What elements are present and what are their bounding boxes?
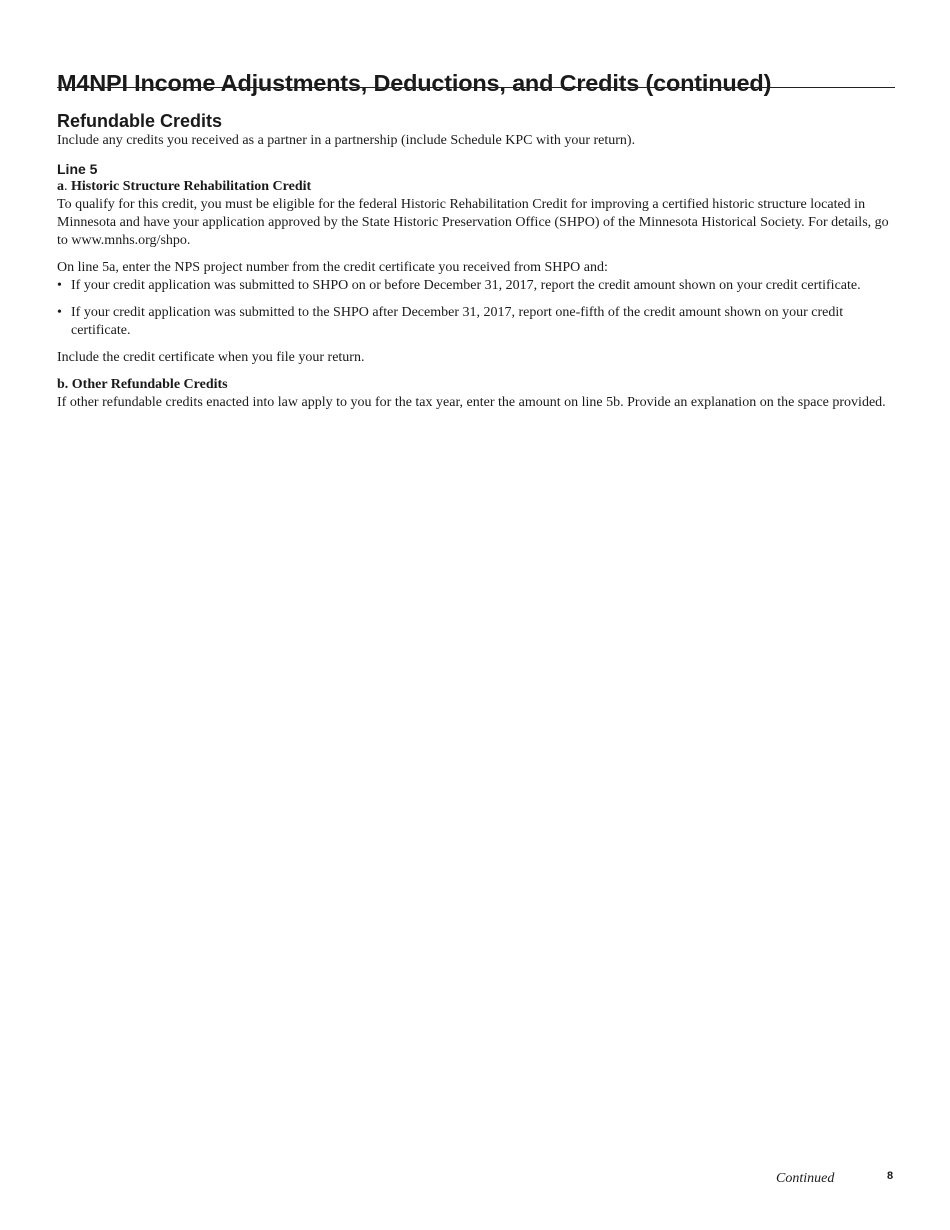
main-content bbox=[57, 110, 895, 412]
footer-continued-label: Continued bbox=[776, 1171, 835, 1186]
line-5b-paragraph: If other refundable credits enacted into law apply to you for the tax year, enter the amount on line 5b. Provide an explanation on the space provided. bbox=[57, 395, 886, 410]
line-5a-letter: a bbox=[57, 179, 64, 194]
line-5a-bullet-list bbox=[57, 277, 895, 340]
line-5a-eligibility-paragraph: To qualify for this credit, you must be eligible for the federal Historic Rehabilitation Credit for improving a certified historic structure located in Minnesota and have your application approved by the State Historic Preservation Office (SHPO) of the Minnesota Historical Society. For details, go to www.mnhs.org/shpo. bbox=[57, 197, 889, 248]
line-5a-title bbox=[57, 178, 895, 196]
list-item-text: If your credit application was submitted to SHPO on or before December 31, 2017, report the credit amount shown on your credit certificate. bbox=[71, 278, 861, 293]
list-item bbox=[57, 277, 895, 295]
bullet-icon: • bbox=[57, 305, 62, 320]
section-heading-refundable-credits: Refundable Credits bbox=[57, 111, 223, 131]
title-divider bbox=[57, 87, 895, 88]
line-5a-title-text: Historic Structure Rehabilitation Credit bbox=[71, 179, 312, 194]
line-5b-title: b. Other Refundable Credits bbox=[57, 377, 228, 392]
line-5a-certificate-note: Include the credit certificate when you file your return. bbox=[57, 350, 365, 365]
bullet-icon: • bbox=[57, 278, 62, 293]
list-item-text: If your credit application was submitted to the SHPO after December 31, 2017, report one-fifth of the credit amount shown on your credit certificate. bbox=[71, 305, 844, 338]
line-5-heading: Line 5 bbox=[57, 161, 98, 177]
line-5a-instructions-paragraph: On line 5a, enter the NPS project number from the credit certificate you received from SHPO and: bbox=[57, 260, 608, 275]
refundable-credits-intro: Include any credits you received as a partner in a partnership (include Schedule KPC with your return). bbox=[57, 133, 636, 148]
page-number: 8 bbox=[887, 1170, 894, 1182]
page-title: M4NPI Income Adjustments, Deductions, and Credits (continued) bbox=[57, 69, 772, 96]
list-item bbox=[57, 304, 895, 340]
line-5a-separator: . bbox=[64, 179, 68, 194]
